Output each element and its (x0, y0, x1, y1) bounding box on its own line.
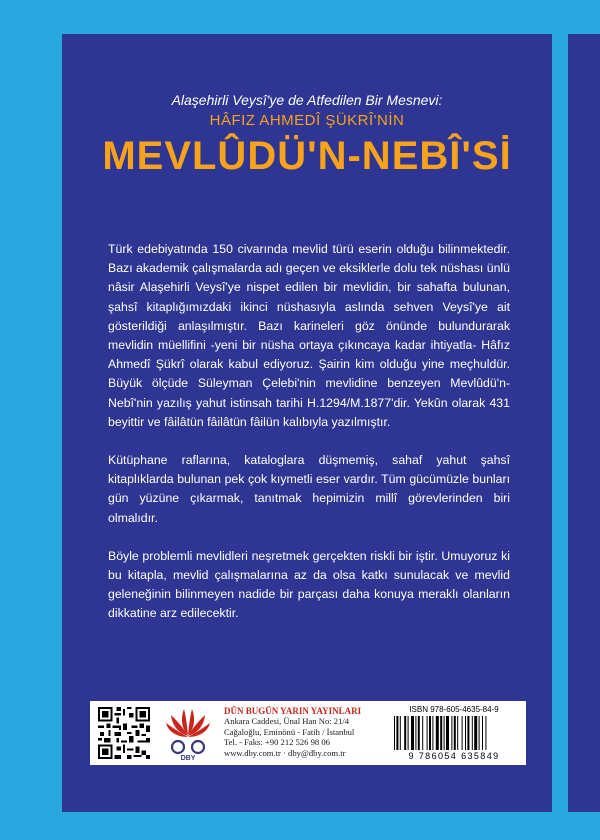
blurb-paragraph-2: Kütüphane raflarına, kataloglara düşmemiş, sahaf yahut şahsî kitaplıklarda bulunan pek çok kıymetli eser vardır. Tüm gücümüzle bunları gün yüzüne çıkarmak, tanıtmak hepimizin millî görevlerinden biri olmalıdır. (108, 453, 510, 525)
barcode (390, 716, 518, 750)
barcode-bar (415, 716, 416, 750)
barcode-bar (467, 716, 469, 750)
barcode-bar (462, 716, 463, 750)
barcode-bar (429, 716, 431, 750)
barcode-bar (440, 716, 442, 750)
publisher-panel (90, 701, 526, 765)
barcode-bar (479, 716, 480, 750)
isbn-digits: 9 786054 635849 (408, 751, 500, 761)
publisher-web: www.dby.com.tr · dby@dby.com.tr (224, 747, 346, 758)
barcode-bar (394, 716, 395, 750)
barcode-bar (411, 716, 414, 750)
publisher-address-line-2: Cağaloğlu, Eminönü - Fatih / İstanbul (224, 726, 355, 737)
barcode-bar (404, 716, 406, 750)
publisher-address-line-1: Ankara Caddesi, Ünal Han No: 21/4 (224, 716, 350, 727)
barcode-bar (472, 716, 473, 750)
blurb (108, 240, 510, 643)
barcode-bar (427, 716, 428, 750)
publisher-phone: Tel. - Faks: +90 212 526 98 06 (224, 737, 330, 748)
blurb-paragraph-3: Böyle problemli mevlidleri neşretmek gerçekten riskli bir iştir. Umuyoruz ki bu kitapla, mevlid çalışmalarına az da olsa katkı sunulacak ve mevlid geleneğinin bilinmeyen nadide bir parçası daha konuya meraklı olanların dikkatine arz edilecektir. (108, 548, 510, 621)
barcode-bar (485, 716, 486, 750)
barcode-bar (444, 716, 445, 750)
publisher-name: DÜN BUGÜN YARIN YAYINLARI (224, 706, 362, 716)
isbn-label: ISBN 978-605-4635-84-9 (409, 705, 499, 714)
blurb-paragraph-1: Türk edebiyatında 150 civarında mevlid türü eserin olduğu bilinmektedir. Bazı akademik çalışmalarda adı geçen ve eksiklerle dolu tek nüshası ünlü nâsir Alaşehirli Veysî'ye nispet edilen bir mevlidin, bir sahafta bulunan, şahsî kitaplığımızdaki ikinci nüshasıyla aslında sehven Veysî'ye ait gösterildiği anlaşılmıştır. Bazı karineleri göz önünde bulundurarak mevlidin müellifini -yeni bir nüsha ortaya çıkıncaya kadar ihtiyatla- Hâfız Ahmedî Şükrî olarak kabul ediyoruz. Şairin kim olduğu yine meçhuldür. Büyük ölçüde Süleyman Çelebi'nin mevlidine benzeyen Mevlûdü'n-Nebî'nin yazılış yahut istinsah tarihi H.1294/M.1877'dir. Yekûn olarak 431 beyittir ve fâilâtün fâilâtün fâilün kalıbıyla yazılmıştır. (108, 242, 510, 429)
qr-code-icon (98, 706, 150, 760)
cover-title: MEVLÛDÜ'N-NEBÎ'Sİ (102, 134, 512, 178)
barcode-bar (418, 716, 420, 750)
barcode-bar (457, 716, 458, 750)
barcode-bar (451, 716, 452, 750)
barcode-bar (408, 716, 409, 750)
back-cover (62, 34, 552, 812)
adjacent-cover-edge (568, 34, 600, 812)
barcode-bar (454, 716, 456, 750)
barcode-bar (474, 716, 477, 750)
publisher-info (224, 706, 384, 758)
barcode-bar (446, 716, 449, 750)
cover-author: HÂFIZ AHMEDÎ ŞÜKRÎ'NİN (209, 112, 405, 129)
barcode-bar (432, 716, 433, 750)
barcode-bar (465, 716, 466, 750)
barcode-bar (400, 716, 401, 750)
barcode-bar (436, 716, 439, 750)
barcode-bar (482, 716, 483, 750)
isbn-block (390, 705, 518, 761)
cover-subtitle: Alaşehirli Veysî'ye de Atfedilen Bir Mesnevi: (171, 92, 443, 108)
logo-text: DBY (180, 755, 196, 761)
barcode-bar (396, 716, 398, 750)
barcode-bar (422, 716, 423, 750)
dby-logo (164, 705, 212, 761)
